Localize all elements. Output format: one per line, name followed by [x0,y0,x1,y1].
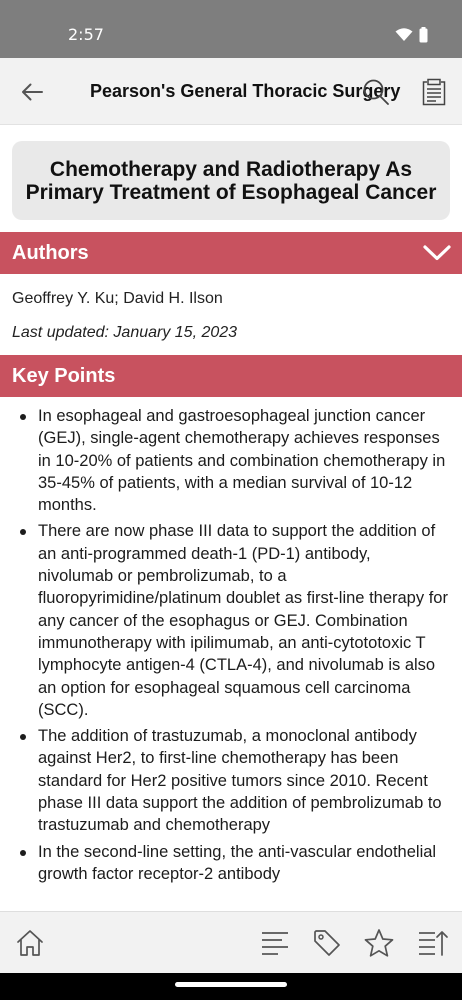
authors-toggle[interactable] [420,238,454,268]
key-points-list [0,405,462,911]
key-point-item: In esophageal and gastroesophageal junction cancer (GEJ), single-agent chemotherapy achieves responses in 10-20% of patients and combination chemotherapy in 35-45% of patients, with a median survival of 10-12 months. [0,405,448,516]
search-icon [362,78,390,106]
wifi-icon [395,28,413,42]
star-icon [363,928,395,958]
status-icons [395,27,428,43]
authors-section-label: Authors [12,242,89,264]
authors-names: Geoffrey Y. Ku; David H. Ilson [12,290,223,307]
article-title: Chemotherapy and Radiotherapy As Primary Treatment of Esophageal Cancer [25,157,437,204]
authors-section-header[interactable] [0,232,462,274]
battery-icon [419,27,428,43]
tag-button[interactable] [308,924,346,962]
favorite-button[interactable] [360,924,398,962]
arrow-left-icon [21,83,43,101]
app-title: Pearson's General Thoracic Surgery [90,81,401,101]
status-bar [0,0,462,58]
key-points-section-header[interactable] [0,355,462,397]
key-point-item: In the second-line setting, the anti-vascular endothelial growth factor receptor-2 antibody [0,841,448,886]
home-icon [15,928,45,958]
status-time: 2:57 [68,25,104,44]
home-gesture-handle[interactable] [175,982,287,987]
sort-button[interactable] [414,924,452,962]
document-list-icon [422,78,446,106]
chevron-down-icon [423,245,451,261]
key-point-item: The addition of trastuzumab, a monoclonal antibody against Her2, to first-line chemotherapy has been standard for Her2 positive tumors since 2010. Recent phase III data support the addition of pembrolizumab to trastuzumab and chemotherapy [0,725,448,836]
home-button[interactable] [11,924,49,962]
key-points-section-label: Key Points [12,365,116,387]
table-of-contents-button[interactable] [416,72,452,112]
last-updated: Last updated: January 15, 2023 [12,324,238,341]
app-bar [0,58,462,125]
system-navigation-bar [0,973,462,1000]
article-title-card [12,141,450,220]
tag-icon [312,928,342,958]
sort-up-icon [417,929,449,957]
key-point-item: There are now phase III data to support the addition of an anti-programmed death-1 (PD-1) antibody, nivolumab or pembrolizumab, to a fluoropyrimidine/platinum doublet as first-line therapy for any cancer of the esophagus or GEJ. Combination immunotherapy with ipilimumab, an anti-cytototoxic T lymphocyte antigen-4 (CTLA-4), and nivolumab is also an option for esophageal squamous cell carcinoma (SCC). [0,520,448,721]
back-button[interactable] [14,74,50,110]
contents-button[interactable] [256,924,294,962]
text-lines-icon [260,930,290,956]
search-button[interactable] [358,74,394,110]
bottom-toolbar [0,911,462,973]
